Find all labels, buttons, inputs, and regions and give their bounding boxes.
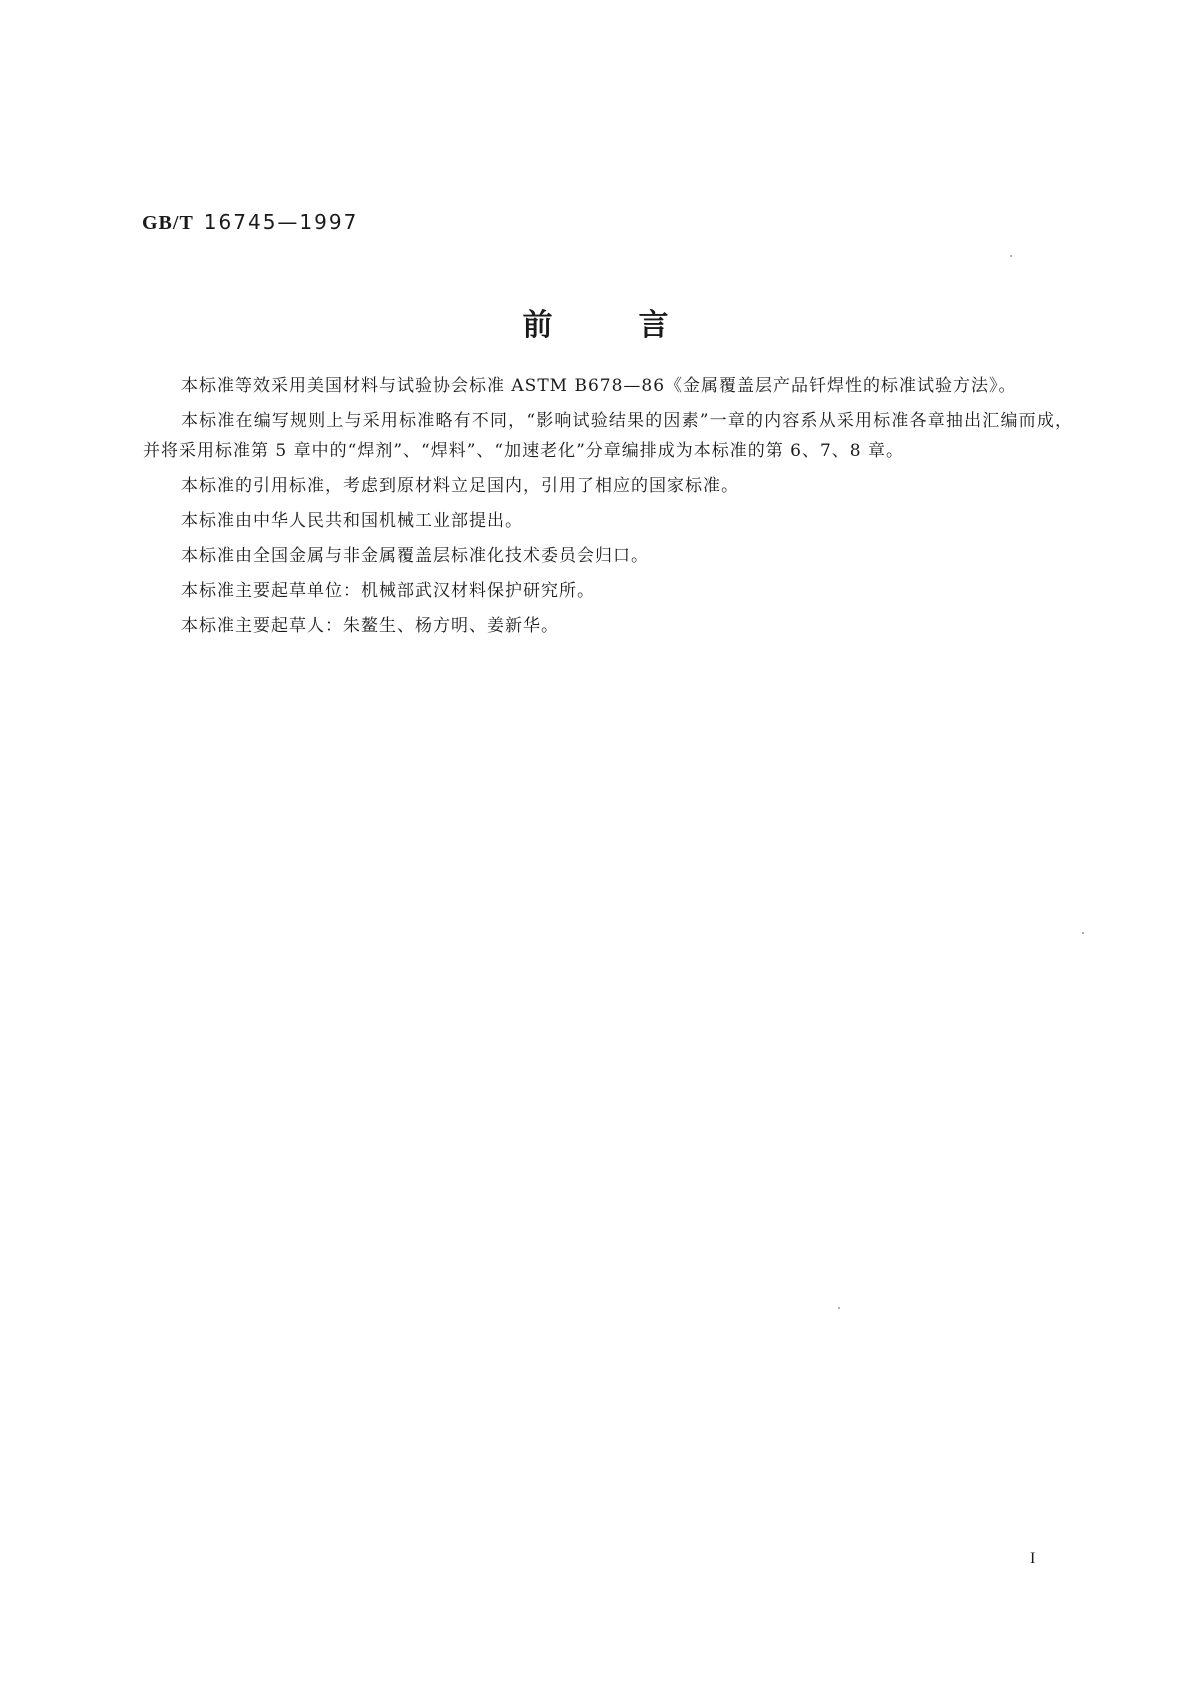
standard-code [142,210,358,235]
paragraph-references: 本标准的引用标准，考虑到原材料立足国内，引用了相应的国家标准。 [181,476,739,496]
paragraph-adoption: 本标准等效采用美国材料与试验协会标准 ASTM B678—86《金属覆盖层产品钎焊性的标准试验方法》。 [181,376,1017,396]
scan-speck [838,1307,840,1309]
paragraph-differences: 本标准在编写规则上与采用标准略有不同，“影响试验结果的因素”一章的内容系从采用标准各章抽出汇编而成，并将采用标准第 5 章中的“焊剂”、“焊料”、“加速老化”分章编排成为本标准的第 6、7、8 章。 [143,411,1073,461]
paragraph-committee: 本标准由全国金属与非金属覆盖层标准化技术委员会归口。 [181,546,649,566]
paragraph-drafters: 本标准主要起草人：朱鳌生、杨方明、姜新华。 [181,616,559,636]
page-number: I [1030,1550,1036,1567]
scan-speck [1010,255,1012,257]
paragraph-proposer: 本标准由中华人民共和国机械工业部提出。 [181,511,523,531]
standard-code-prefix: GB/T [142,212,194,234]
standard-code-number: 16745—1997 [203,210,359,234]
scan-speck [1082,932,1084,934]
foreword-body [143,371,1073,646]
paragraph-drafting-unit: 本标准主要起草单位：机械部武汉材料保护研究所。 [181,581,595,601]
page-title: 前言 [522,308,755,343]
